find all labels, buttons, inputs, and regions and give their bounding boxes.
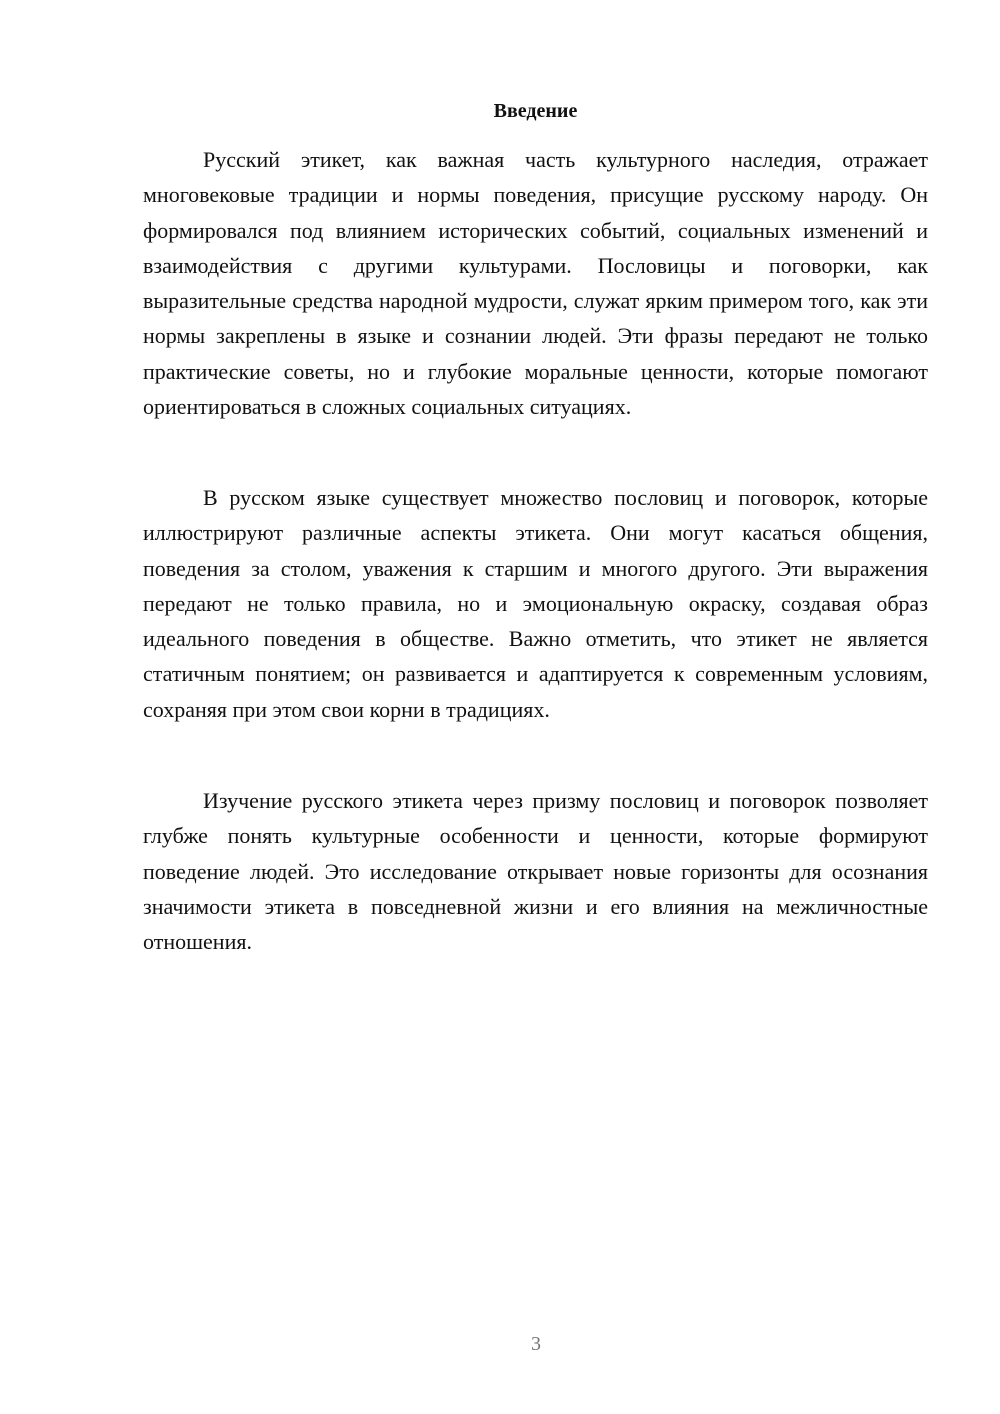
paragraph-2: В русском языке существует множество пословиц и поговорок, которые иллюстрируют различные аспекты этикета. Они могут касаться общения, поведения за столом, уважения к старшим и многого другого. Эти выражения передают не только правила, но и эмоциональную окраску, создавая образ идеального поведения в обществе. Важно отметить, что этикет не является статичным понятием; он развивается и адаптируется к современным условиям, сохраняя при этом свои корни в традициях. <box>143 485 928 722</box>
section-heading: Введение <box>493 100 578 122</box>
page-number: 3 <box>531 1333 541 1355</box>
paragraph-3: Изучение русского этикета через призму пословиц и поговорок позволяет глубже понять культурные особенности и ценности, которые формируют поведение людей. Это исследование открывает новые горизонты для осознания значимости этикета в повседневной жизни и его влияния на межличностные отношения. <box>143 788 928 955</box>
paragraph-1: Русский этикет, как важная часть культурного наследия, отражает многовековые традиции и нормы поведения, присущие русскому народу. Он формировался под влиянием исторических событий, социальных изменений и взаимодействия с другими культурами. Пословицы и поговорки, как выразительные средства народной мудрости, служат ярким примером того, как эти нормы закреплены в языке и сознании людей. Эти фразы передают не только практические советы, но и глубокие моральные ценности, которые помогают ориентироваться в сложных социальных ситуациях. <box>143 147 928 420</box>
